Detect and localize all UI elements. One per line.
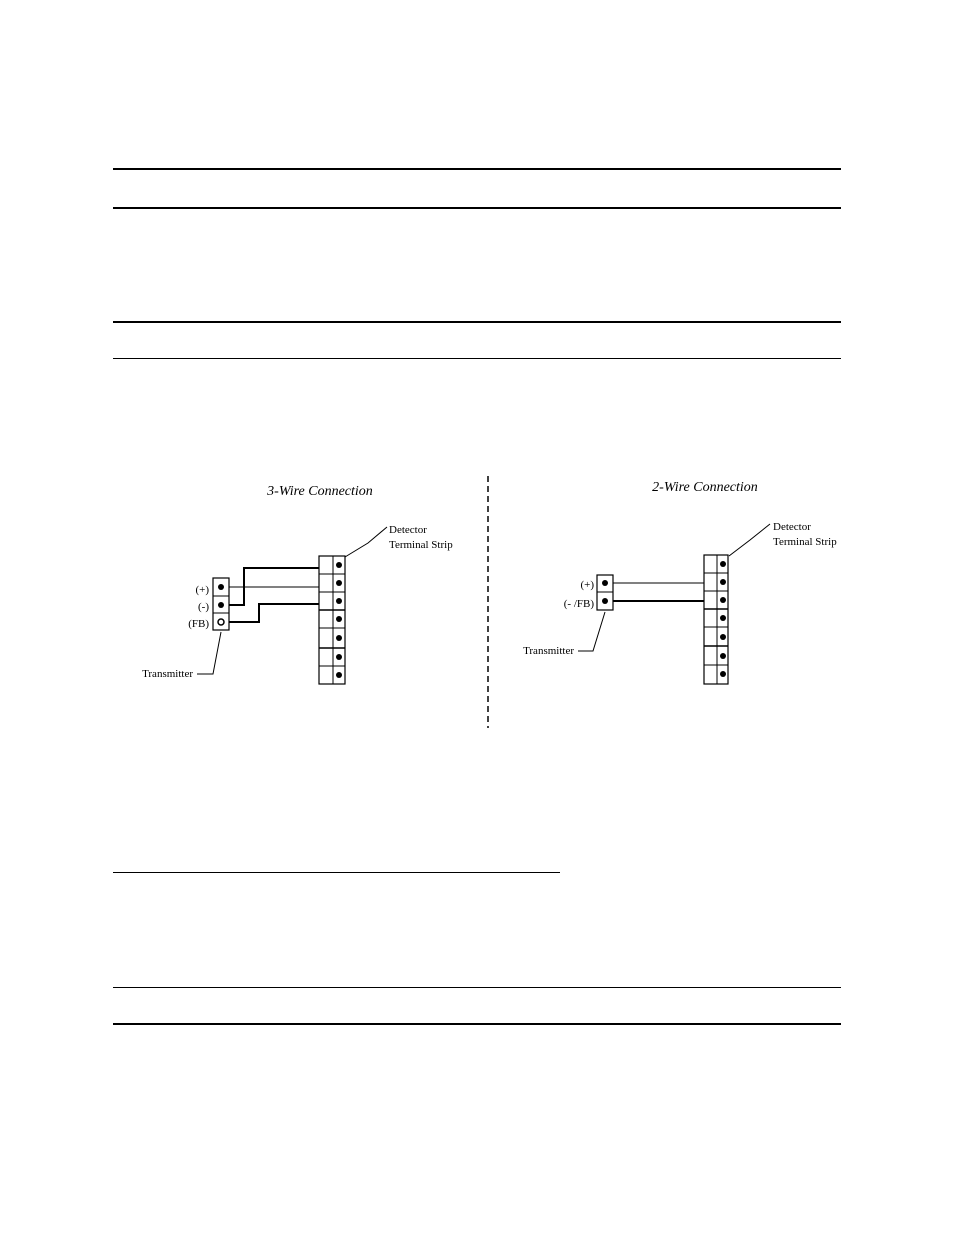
transmitter-leader-line	[197, 632, 221, 674]
screw-icon	[602, 598, 608, 604]
screw-icon	[218, 584, 224, 590]
detector-label-line1: Detector	[773, 521, 811, 533]
detector-leader-line	[729, 524, 770, 556]
detector-label-line2: Terminal Strip	[773, 536, 837, 548]
transmitter-leader-line	[578, 612, 605, 651]
two-wire-panel	[523, 480, 837, 684]
horizontal-rule	[113, 207, 841, 209]
terminal-label-plus: (+)	[195, 584, 209, 596]
two-wire-title: 2-Wire Connection	[652, 480, 758, 495]
transmitter-terminal-block	[213, 578, 229, 630]
terminal-label-plus: (+)	[580, 579, 594, 591]
detector-terminal-strip	[704, 555, 728, 684]
screw-icon	[218, 602, 224, 608]
horizontal-rule	[113, 168, 841, 170]
detector-leader-line	[345, 527, 387, 557]
three-wire-panel	[142, 484, 453, 684]
transmitter-label: Transmitter	[142, 668, 193, 680]
wires	[229, 568, 319, 622]
terminal-label-minus: (-)	[198, 601, 209, 613]
wiring-diagram	[100, 465, 880, 740]
transmitter-label: Transmitter	[523, 645, 574, 657]
wiring-diagram-svg	[100, 465, 880, 740]
terminal-label-minus-fb: (- /FB)	[563, 598, 594, 610]
wires	[613, 583, 704, 601]
detector-label-line1: Detector	[389, 524, 427, 536]
horizontal-rule	[113, 987, 841, 988]
three-wire-title: 3-Wire Connection	[267, 484, 373, 499]
horizontal-rule	[113, 1023, 841, 1025]
terminal-label-fb: (FB)	[188, 618, 209, 630]
horizontal-rule	[113, 321, 841, 323]
horizontal-rule	[113, 358, 841, 359]
detector-terminal-strip	[319, 556, 345, 684]
transmitter-terminal-block	[597, 575, 613, 610]
screw-icon	[602, 580, 608, 586]
horizontal-rule-short	[113, 872, 560, 873]
detector-label-line2: Terminal Strip	[389, 539, 453, 551]
